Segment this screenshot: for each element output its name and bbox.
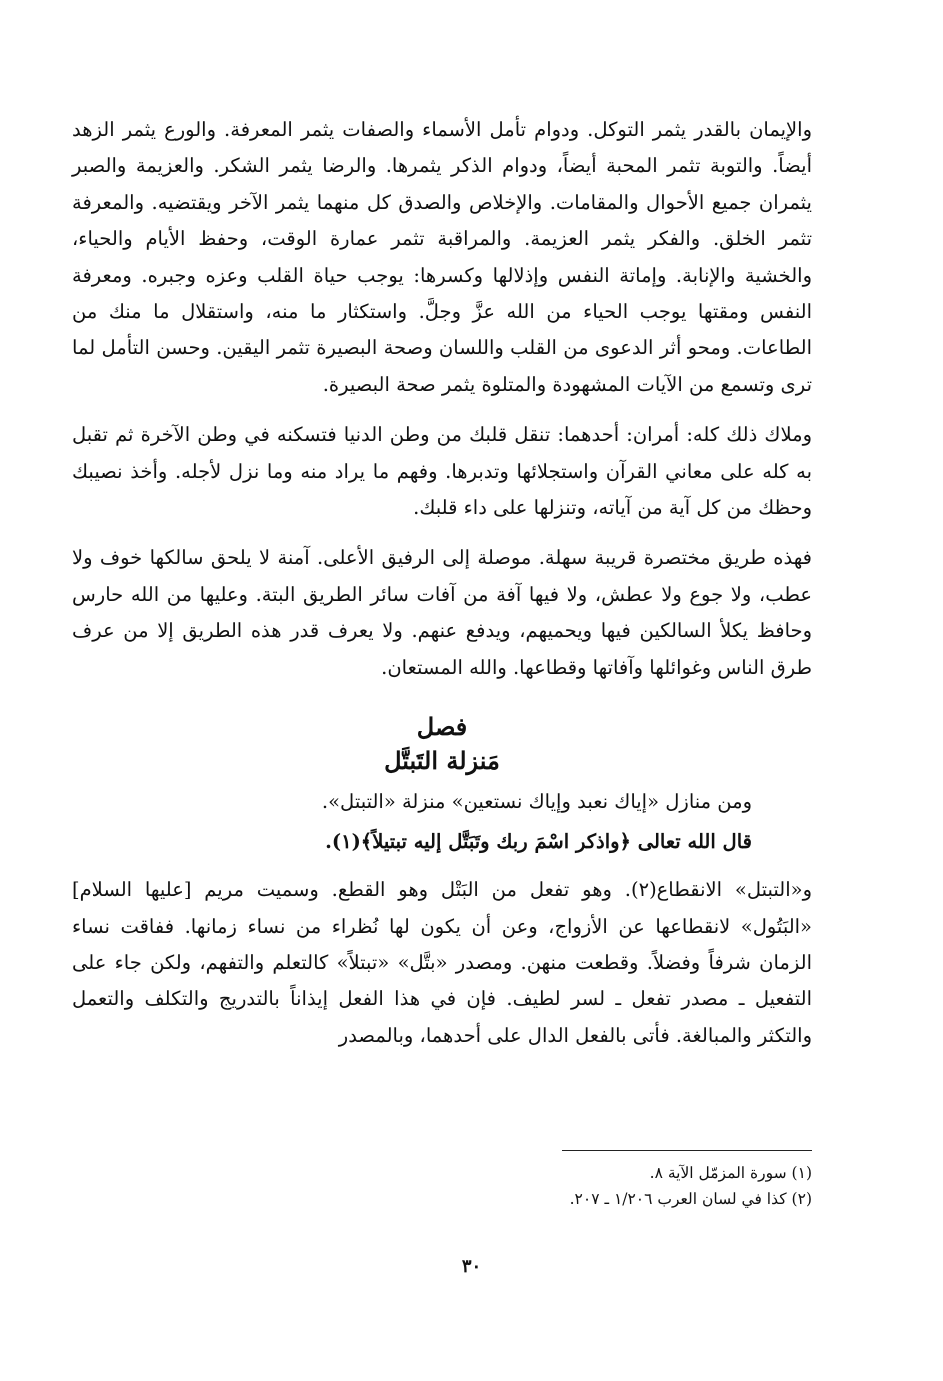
footnotes — [72, 1160, 812, 1212]
page-number: ٣٠ — [461, 1256, 482, 1277]
paragraph-3: فهذه طريق مختصرة قريبة سهلة. موصلة إلى الرفيق الأعلى. آمنة لا يلحق سالكها خوف ولا عطب، ولا جوع ولا عطش، ولا فيها آفة من آفات سائر الطريق البتة. وعليها من الله حارس وحافظ يكلأ السالكين فيها ويحميهم، ويدفع عنهم. ولا يعرف قدر هذه الطريق إلا من عرف طرق الناس وغوائلها وآفاتها وقطاعها. والله المستعان. — [72, 546, 812, 679]
section-heading-title: مَنزلة التَبتَّل — [384, 746, 500, 776]
intro-line: ومن منازل «إياك نعبد وإياك نستعين» منزلة «التبتل». — [321, 790, 752, 814]
footnote-divider — [562, 1150, 812, 1151]
page-body — [72, 112, 812, 1054]
section-heading — [72, 710, 812, 778]
paragraph-4: و«التبتل» الانقطاع(٢). وهو تفعل من البَتْل وهو القطع. وسميت مريم [عليها السلام] «البَتُول» لانقطاعها عن الأزواج، وعن أن يكون لها نُظراء من نساء زمانها. ففاقت نساء الزمان شرفاً وفضلاً. وقطعت منهن. ومصدر «بتَّل» «تبتلاً» كالتعلم والتفهم، ولكن جاء على التفعيل ـ مصدر تفعل ـ لسر لطيف. فإن في هذا الفعل إيذاناً بالتدريج والتكلف والتعمل والتكثر والمبالغة. فأتى بالفعل الدال على أحدهما، وبالمصدر — [72, 878, 812, 1047]
quran-verse-line: قال الله تعالى ﴿واذكر اسْمَ ربك وتَبَتَّل إليه تبتيلاً﴾(١). — [325, 830, 752, 854]
section-heading-fasl: فصل — [416, 712, 468, 742]
paragraph-2: وملاك ذلك كله: أمران: أحدهما: تنقل قلبك من وطن الدنيا فتسكنه في وطن الآخرة ثم تقبل به كله على معاني القرآن واستجلائها وتدبرها. وفهم ما يراد منه وما نزل لأجله. وأخذ نصيبك وحظك من كل آية من آياته، وتنزلها على داء قلبك. — [72, 423, 812, 520]
footnote-2: (٢) كذا في لسان العرب ١/٢٠٦ ـ ٢٠٧. — [569, 1190, 812, 1208]
paragraph-1: والإيمان بالقدر يثمر التوكل. ودوام تأمل الأسماء والصفات يثمر المعرفة. والورع يثمر الزهد أيضاً. والتوبة تثمر المحبة أيضاً، ودوام الذكر يثمرها. والرضا يثمر الشكر. والعزيمة والصبر يثمران جميع الأحوال والمقامات. والإخلاص والصدق كل منهما يثمر الآخر ويقتضيه. والمعرفة تثمر الخلق. والفكر يثمر العزيمة. والمراقبة تثمر عمارة الوقت، وحفظ الأيام والحياء، والخشية والإنابة. وإماتة النفس وإذلالها وكسرها: يوجب حياة القلب وعزه وجبره. ومعرفة النفس ومقتها يوجب الحياء من الله عزَّ وجلَّ. واستكثار ما منه، واستقلال ما منك من الطاعات. ومحو أثر الدعوى من القلب واللسان وصحة البصيرة تثمر اليقين. وحسن التأمل لما ترى وتسمع من الآيات المشهودة والمتلوة يثمر صحة البصيرة. — [72, 118, 812, 396]
footnote-1: (١) سورة المزمّل الآية ٨. — [649, 1164, 812, 1182]
